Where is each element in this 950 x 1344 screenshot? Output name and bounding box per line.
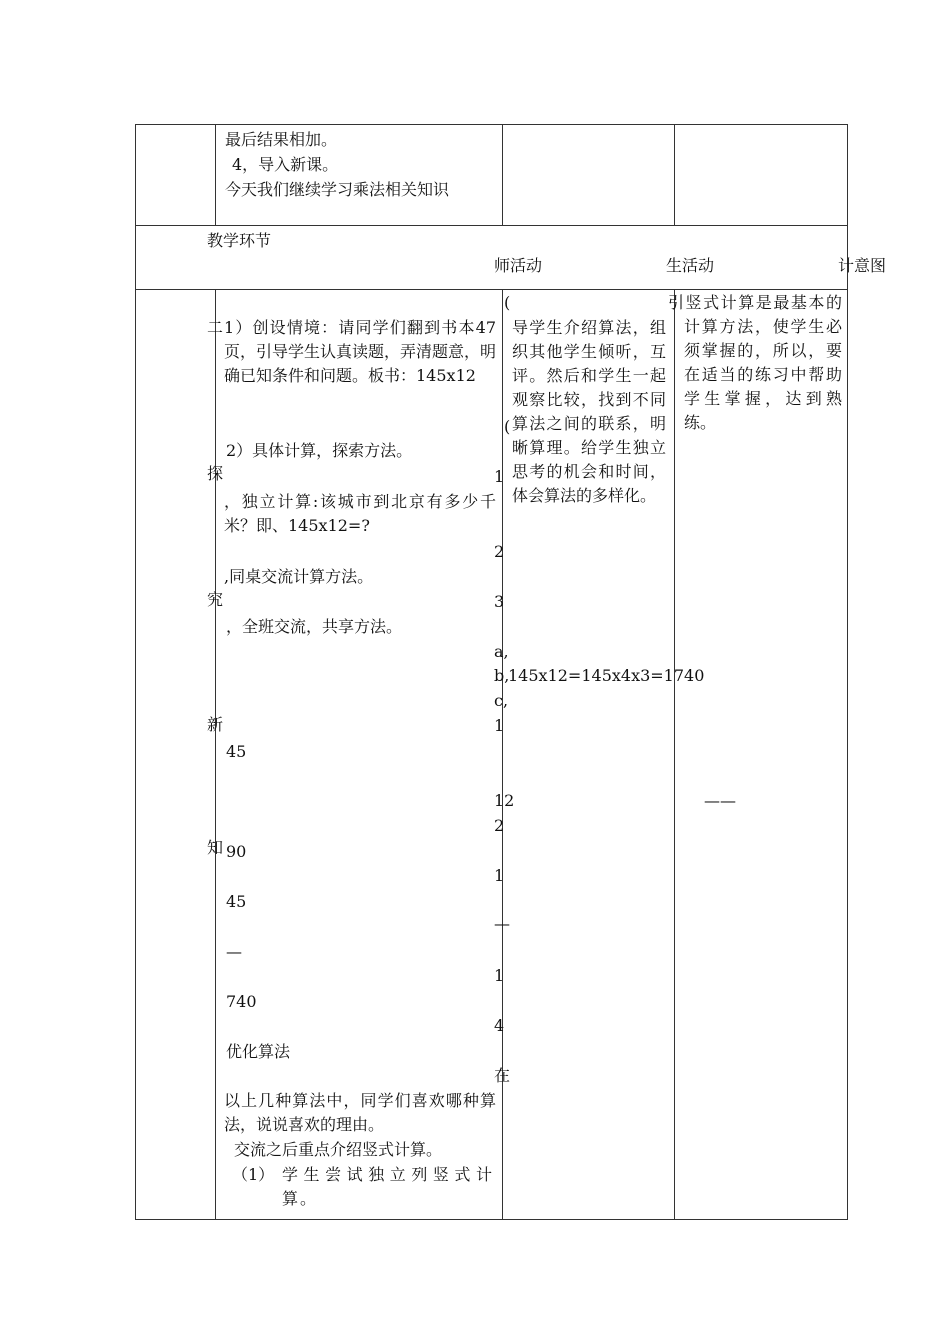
column-rule-3 [674, 124, 675, 225]
side-paren: ( [504, 293, 511, 312]
column-rule-3b [674, 289, 675, 1220]
side-zai: 在 [494, 1066, 511, 1085]
side-digit: 2 [494, 816, 505, 835]
side-label-c: c, [494, 691, 509, 710]
calc-number: 45 [226, 742, 247, 761]
student-activity-text: 引竖式计算是最基本的计算方法，使学生必须掌握的，所以，要在适当的练习中帮助学生掌握，达到熟练。 [668, 293, 842, 432]
side-digit: 1 [494, 866, 505, 885]
calc-number: 740 [226, 992, 257, 1011]
student-dashes: —— [704, 791, 736, 810]
side-digit: 1 [494, 966, 505, 985]
main-paragraph-independent: ，独立计算:该城市到北京有多少千米？即、145x12=? [224, 492, 496, 535]
stage-char: 究 [207, 590, 224, 609]
column-rule-2 [502, 124, 503, 225]
column-rule-1b [215, 289, 216, 1220]
calc-number: 45 [226, 892, 247, 911]
top-row-line-2: 4，导入新课。 [232, 155, 339, 174]
teacher-activity-text: 导学生介绍算法，组织其他学生倾听，互评。然后和学生一起观察比较，找到不同算法之间的联系，明晰算理。给学生独立思考的机会和时间，体会算法的多样化。 [512, 318, 666, 505]
stage-char: 新 [207, 715, 224, 734]
calc-dash: — [226, 942, 242, 961]
stage-char: 探 [207, 464, 224, 483]
side-dash: — [494, 914, 510, 933]
main-paragraph-preference: 以上几种算法中，同学们喜欢哪种算法，说说喜欢的理由。 [224, 1091, 496, 1134]
side-digit: 12 [494, 791, 515, 810]
main-list-number: （1） [232, 1165, 275, 1184]
stage-char: 二 [207, 318, 224, 337]
main-paragraph-class: ，全班交流，共享方法。 [226, 617, 403, 636]
main-paragraph-vertical: 交流之后重点介绍竖式计算。 [234, 1140, 443, 1159]
calc-number: 90 [226, 842, 247, 861]
header-teaching-stage: 教学环节 [207, 231, 272, 250]
row-rule-2 [135, 289, 848, 290]
side-digit: 4 [494, 1016, 505, 1035]
main-list-item: 学生尝试独立列竖式计算。 [282, 1165, 494, 1208]
top-row-line-1: 最后结果相加。 [225, 130, 338, 149]
stage-char: 知 [207, 838, 224, 857]
main-optimize-heading: 优化算法 [226, 1042, 291, 1061]
main-paragraph-explore: 2）具体计算，探索方法。 [226, 441, 413, 460]
side-digit: 3 [494, 592, 505, 611]
top-row-line-3: 今天我们继续学习乘法相关知识 [225, 180, 450, 199]
row-rule-1 [135, 225, 848, 226]
side-label-b: b, [494, 666, 510, 685]
side-paren: ( [504, 417, 511, 436]
main-paragraph-scenario: 1）创设情境：请同学们翻到书本47页，引导学生认真读题，弄清题意，明确已知条件和问题。板书：145x12 [224, 318, 497, 385]
main-paragraph-pair: ,同桌交流计算方法。 [224, 567, 374, 586]
header-design-intent: 计意图 [838, 256, 887, 275]
side-formula: 145x12=145x4x3=1740 [508, 666, 705, 685]
side-digit: 2 [494, 542, 505, 561]
header-teacher-activity: 师活动 [494, 256, 543, 275]
side-digit: 1 [494, 716, 505, 735]
side-label-a: a, [494, 642, 509, 661]
header-student-activity: 生活动 [666, 256, 715, 275]
column-rule-1 [215, 124, 216, 225]
side-digit: 1 [494, 467, 505, 486]
